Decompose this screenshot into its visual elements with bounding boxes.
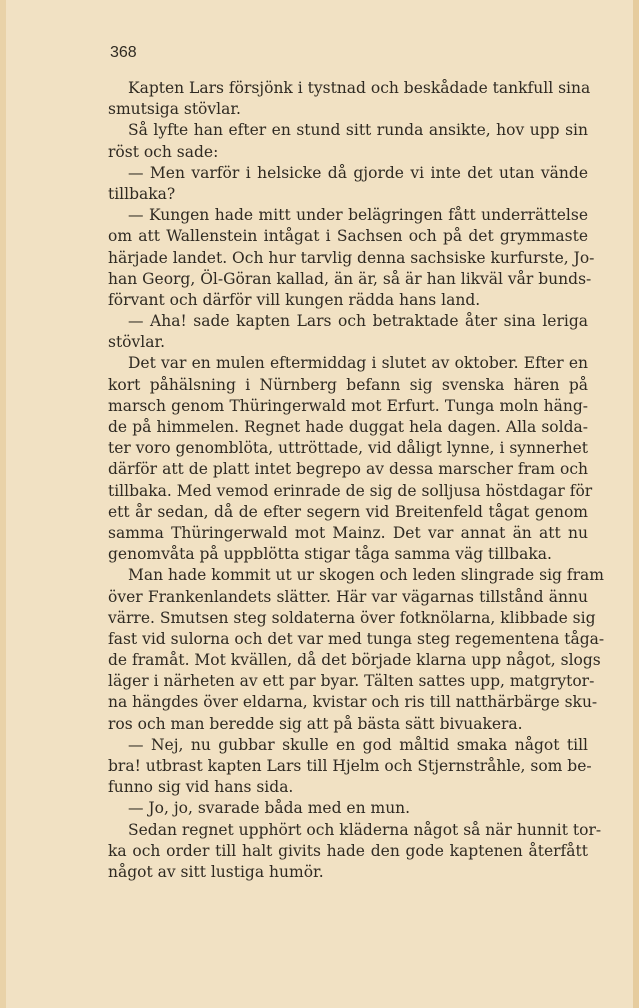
text-line: ett år sedan, då de efter segern vid Breitenfeld tågat genom <box>108 502 588 521</box>
text-line: de framåt. Mot kvällen, då det började klarna upp något, slogs <box>108 651 601 670</box>
text-line: något av sitt lustiga humör. <box>108 862 324 881</box>
text-line: Kapten Lars försjönk i tystnad och beskådade tankfull sina <box>128 79 591 97</box>
body-text <box>108 78 605 883</box>
text-line: över Frankenlandets slätter. Här var vägarnas tillstånd ännu <box>108 587 588 606</box>
text-line: förvant och därför vill kungen rädda hans land. <box>108 290 481 309</box>
text-line: Sedan regnet upphört och kläderna något så när hunnit tor- <box>128 820 602 839</box>
text-line: — Jo, jo, svarade båda med en mun. <box>128 799 411 818</box>
text-line: na hängdes över eldarna, kvistar och ris till natthärbärge sku- <box>108 693 598 712</box>
text-line: ros och man beredde sig att på bästa sätt bivuakera. <box>108 714 523 733</box>
text-line: genomvåta på uppblötta stigar tåga samma väg tillbaka. <box>108 545 552 564</box>
text-line: smutsiga stövlar. <box>108 100 241 119</box>
text-line: samma Thüringerwald mot Mainz. Det var annat än att nu <box>108 523 588 542</box>
text-line: Det var en mulen eftermiddag i slutet av oktober. Efter en <box>128 354 588 373</box>
text-line: röst och sade: <box>108 142 219 161</box>
text-line: kort påhälsning i Nürnberg befann sig svenska hären på <box>108 375 588 394</box>
page-number: 368 <box>110 44 137 61</box>
text-line: om att Wallenstein intågat i Sachsen och på det grymmaste <box>108 227 588 246</box>
text-line: Så lyfte han efter en stund sitt runda ansikte, hov upp sin <box>128 121 588 140</box>
text-line: härjade landet. Och hur tarvlig denna sachsiske kurfurste, Jo- <box>108 248 595 267</box>
text-line: marsch genom Thüringerwald mot Erfurt. Tunga moln häng- <box>108 396 588 415</box>
text-line: — Nej, nu gubbar skulle en god måltid smaka något till <box>128 735 588 754</box>
text-line: läger i närheten av ett par byar. Tälten sattes upp, matgrytor- <box>108 672 595 691</box>
text-line: tillbaka. Med vemod erinrade de sig de solljusa höstdagar för <box>108 481 593 500</box>
text-line: Man hade kommit ut ur skogen och leden slingrade sig fram <box>128 566 604 585</box>
text-line: funno sig vid hans sida. <box>108 778 294 797</box>
text-line: — Kungen hade mitt under belägringen fått underrättelse <box>128 206 588 225</box>
text-line: därför att de platt intet begrepo av dessa marscher fram och <box>108 460 588 479</box>
text-line: ka och order till halt givits hade den gode kaptenen återfått <box>108 841 588 860</box>
text-line: bra! utbrast kapten Lars till Hjelm och Stjernstråhle, som be- <box>108 757 592 775</box>
text-line: värre. Smutsen steg soldaterna över fotknölarna, klibbade sig <box>108 608 596 627</box>
text-line: stövlar. <box>108 333 166 352</box>
text-line: ter voro genomblöta, uttröttade, vid dåligt lynne, i synnerhet <box>108 439 588 458</box>
text-line: — Men varför i helsicke då gjorde vi inte det utan vände <box>128 163 588 182</box>
text-line: fast vid sulorna och det var med tunga steg regementena tåga- <box>108 629 605 648</box>
text-line: de på himmelen. Regnet hade duggat hela dagen. Alla solda- <box>108 418 588 436</box>
text-line: tillbaka? <box>108 184 176 203</box>
text-line: han Georg, Öl-Göran kallad, än är, så är han likväl vår bunds- <box>108 269 592 288</box>
text-line: — Aha! sade kapten Lars och betraktade åter sina leriga <box>128 312 588 331</box>
